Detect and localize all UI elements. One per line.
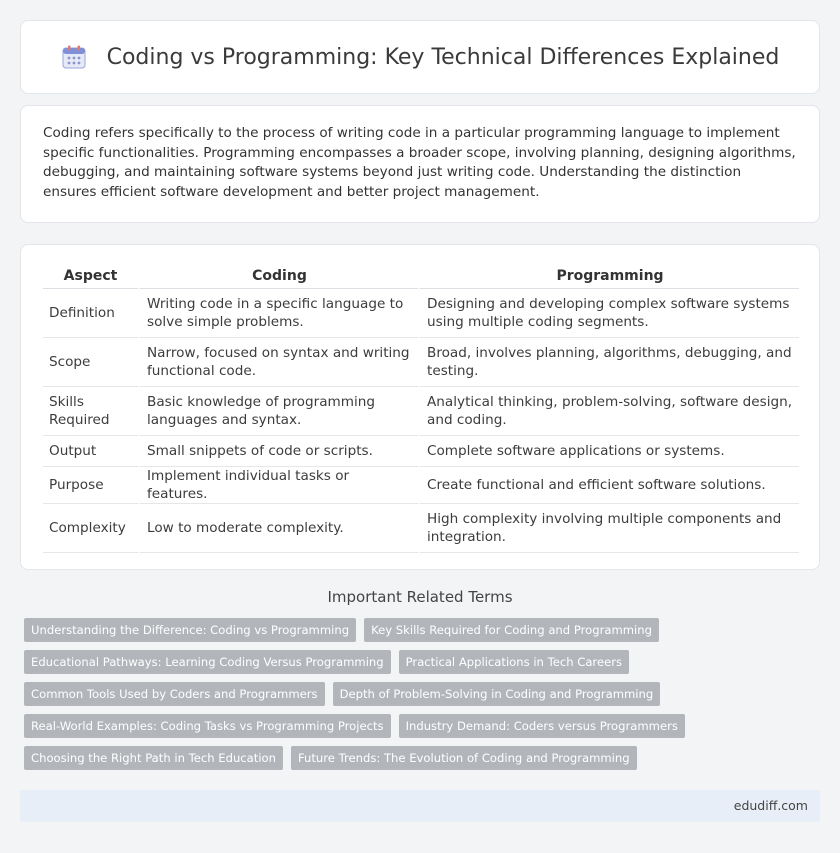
programming-cell: Create functional and efficient software solutions. [418,467,799,504]
programming-cell: Broad, involves planning, algorithms, debugging, and testing. [418,338,799,387]
comparison-table [43,263,799,553]
comparison-table-card [20,244,820,570]
related-term-tag[interactable]: Educational Pathways: Learning Coding Versus Programming [24,650,391,674]
header-programming: Programming [418,263,799,289]
table-row [43,436,799,467]
footer-brand-link[interactable]: edudiff.com [733,798,808,813]
related-terms-title: Important Related Terms [327,588,513,606]
related-term-tag[interactable]: Understanding the Difference: Coding vs Programming [24,618,356,642]
related-term-tag[interactable]: Depth of Problem-Solving in Coding and Programming [333,682,661,706]
related-terms-section [20,588,820,778]
tag-row [24,618,820,642]
programming-cell: Designing and developing complex software systems using multiple coding segments. [418,289,799,338]
header-aspect: Aspect [43,263,138,289]
related-term-tag[interactable]: Key Skills Required for Coding and Programming [364,618,659,642]
related-term-tag[interactable]: Choosing the Right Path in Tech Education [24,746,283,770]
programming-cell: Complete software applications or systems. [418,436,799,467]
footer-bar [20,790,820,822]
related-term-tag[interactable]: Practical Applications in Tech Careers [399,650,629,674]
tag-row [24,682,820,706]
coding-cell: Writing code in a specific language to solve simple problems. [138,289,418,338]
page-title: Coding vs Programming: Key Technical Differences Explained [106,44,780,70]
coding-cell: Implement individual tasks or features. [138,467,418,504]
aspect-cell: Complexity [43,504,138,553]
programming-cell: High complexity involving multiple components and integration. [418,504,799,553]
aspect-cell: Definition [43,289,138,338]
aspect-cell: Scope [43,338,138,387]
table-row [43,467,799,504]
intro-paragraph: Coding refers specifically to the process of writing code in a particular programming language to implement specific functionalities. Programming encompasses a broader scope, involving planning, designing algorithms, debugging, and maintaining software systems beyond just writing code. Understanding the distinction ensures efficient software development and better project management. [43,125,796,200]
aspect-cell: Output [43,436,138,467]
related-term-tag[interactable]: Future Trends: The Evolution of Coding and Programming [291,746,637,770]
related-term-tag[interactable]: Common Tools Used by Coders and Programmers [24,682,325,706]
calendar-icon [61,44,87,70]
related-term-tag[interactable]: Industry Demand: Coders versus Programmers [399,714,685,738]
aspect-cell: Purpose [43,467,138,504]
coding-cell: Low to moderate complexity. [138,504,418,553]
table-header-row [43,263,799,289]
tag-row [24,746,820,770]
header-coding: Coding [138,263,418,289]
coding-cell: Narrow, focused on syntax and writing functional code. [138,338,418,387]
aspect-cell: Skills Required [43,387,138,436]
tag-row [24,714,820,738]
coding-cell: Small snippets of code or scripts. [138,436,418,467]
related-term-tag[interactable]: Real-World Examples: Coding Tasks vs Programming Projects [24,714,391,738]
programming-cell: Analytical thinking, problem-solving, software design, and coding. [418,387,799,436]
table-row [43,387,799,436]
table-row [43,289,799,338]
header-card [20,20,820,94]
intro-card [20,105,820,223]
table-row [43,504,799,553]
table-row [43,338,799,387]
tag-row [24,650,820,674]
coding-cell: Basic knowledge of programming languages and syntax. [138,387,418,436]
